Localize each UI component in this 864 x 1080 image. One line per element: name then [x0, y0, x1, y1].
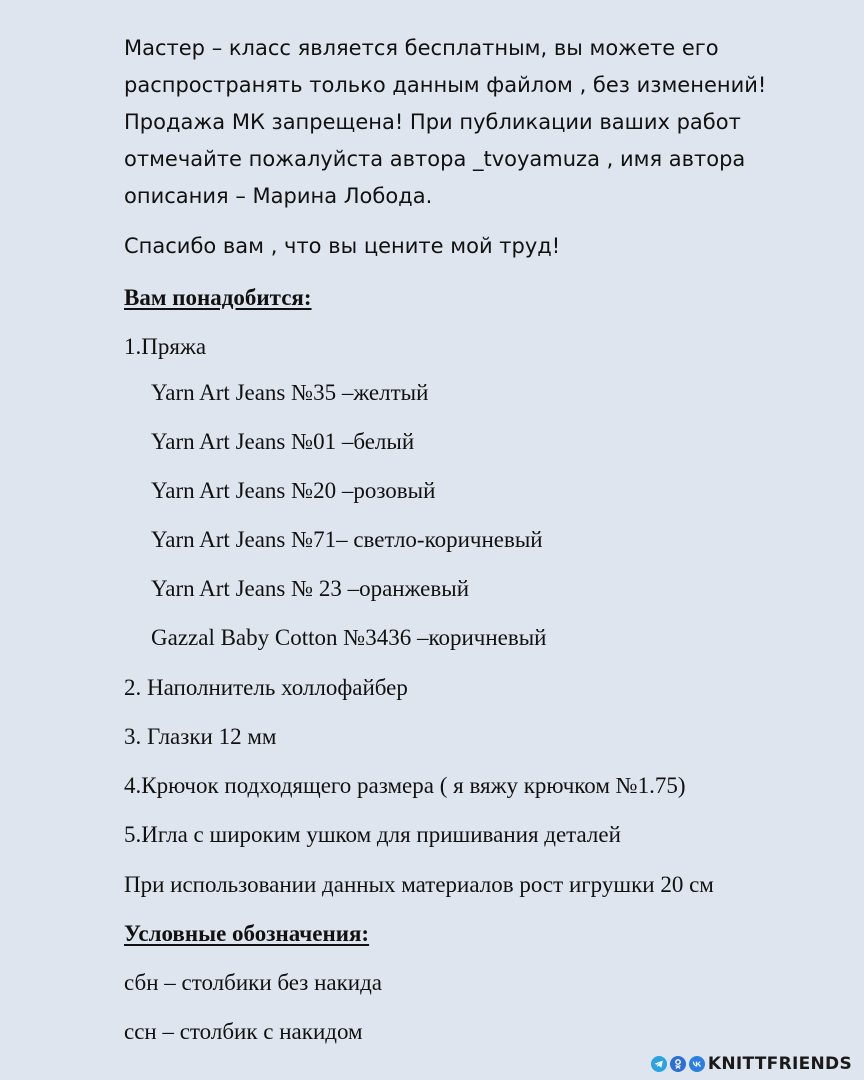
legend-entry: сбн – столбики без накида: [124, 970, 383, 995]
yarn-item: Gazzal Baby Cotton №3436 –коричневый: [151, 625, 547, 650]
intro-line: Продажа МК запрещена! При публикации ваших работ: [124, 110, 741, 134]
yarn-item: Yarn Art Jeans № 23 –оранжевый: [151, 576, 470, 601]
material-item: 5.Игла с широким ушком для пришивания деталей: [124, 822, 621, 847]
material-item: 4.Крючок подходящего размера ( я вяжу крючком №1.75): [124, 773, 686, 798]
vk-icon: [689, 1056, 705, 1072]
material-item: 2. Наполнитель холлофайбер: [124, 675, 408, 700]
yarn-item: Yarn Art Jeans №20 –розовый: [151, 478, 436, 503]
intro-line: Мастер – класс является бесплатным, вы можете его: [124, 36, 719, 60]
intro-paragraph: [124, 30, 824, 215]
materials-heading: Вам понадобится:: [124, 285, 312, 310]
yarn-item: Yarn Art Jeans №35 –желтый: [151, 380, 429, 405]
yarn-item: Yarn Art Jeans №01 –белый: [151, 429, 415, 454]
height-note: При использовании данных материалов рост игрушки 20 см: [124, 872, 714, 897]
thanks-line: Спасибо вам , что вы цените мой труд!: [124, 234, 561, 258]
yarn-item: Yarn Art Jeans №71– светло-коричневый: [151, 527, 543, 552]
watermark: [651, 1054, 852, 1074]
legend-heading: Условные обозначения:: [124, 921, 370, 946]
legend-entry: ссн – столбик с накидом: [124, 1019, 363, 1044]
intro-line: описания – Марина Лобода.: [124, 184, 433, 208]
watermark-text: KNITTFRIENDS: [707, 1054, 852, 1074]
intro-line: отмечайте пожалуйста автора _tvoyamuza , имя автора: [124, 147, 746, 171]
telegram-icon: [651, 1056, 667, 1072]
material-item: 3. Глазки 12 мм: [124, 724, 277, 749]
ok-icon: [670, 1056, 686, 1072]
intro-line: распространять только данным файлом , без изменений!: [124, 73, 767, 97]
yarn-title: 1.Пряжа: [124, 334, 207, 359]
